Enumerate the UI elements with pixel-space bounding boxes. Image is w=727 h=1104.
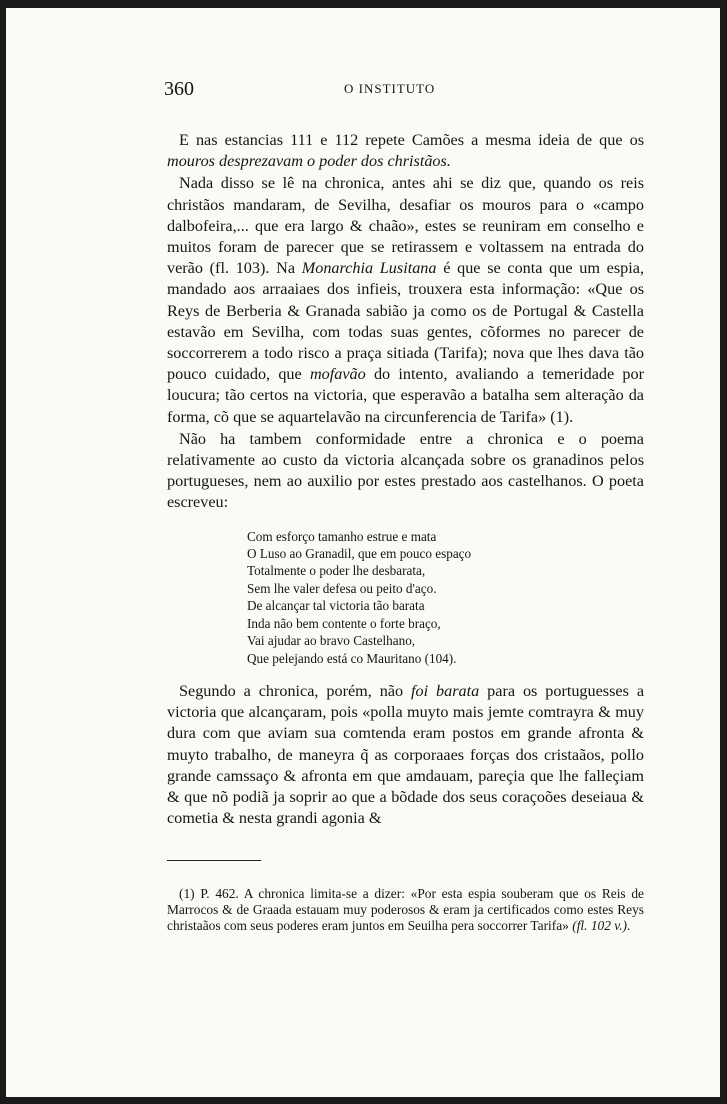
p1-text-a: E nas estancias bbox=[179, 131, 291, 149]
verse-line: Que pelejando está co Mauritano (104). bbox=[247, 650, 457, 666]
verse-quotation bbox=[247, 528, 644, 667]
p4-italic-phrase: foi barata bbox=[411, 681, 480, 700]
verse-line: Vai ajudar ao bravo Castelhano, bbox=[247, 633, 416, 649]
paragraph-1 bbox=[167, 130, 644, 172]
verse-line: Inda não bem contente o forte braço, bbox=[247, 615, 441, 631]
page-number: 360 bbox=[164, 78, 194, 100]
p1-stanza-112: 112 bbox=[334, 131, 359, 149]
p4-text-a: Segundo a chronica, porém, não bbox=[179, 681, 412, 700]
verse-line: Com esforço tamanho estrue e mata bbox=[247, 528, 437, 544]
p1-text-e: repete Camões a mesma ideia de que os bbox=[358, 131, 644, 149]
p4-text-c: para os portuguesses a victoria que alcançaram, pois «polla muyto mais jemte comtrayra & muy dura com que aviam sua comtenda eram postos em grande afronta & muyto trabalho, de maneyra q̃ as corporaaes forças dos cristaãos, pollo grande camssaço & afronta em que amdauam, pareçia que lhe falleçiam & que nõ podiã ja soprir ao que a bõdade dos seus coraçoões deseiaua & cometia & nesta grandi agonia & bbox=[167, 681, 645, 828]
paragraph-4 bbox=[167, 681, 644, 829]
p1-italic-quote: mouros desprezavam o poder dos christãos. bbox=[167, 152, 451, 171]
footnote bbox=[167, 886, 644, 935]
paragraph-3: Não ha tambem conformidade entre a chronica e o poema relativamente ao custo da victoria alcançada sobre os granadinos pelos portugueses, nem ao auxilio por estes prestado aos castelhanos. O poeta escreveu: bbox=[167, 429, 644, 512]
paragraph-2 bbox=[167, 173, 644, 427]
p2-text-c: é que se conta que um espia, mandado aos arraaiaes dos infieis, trouxera esta informação: «Que os Reys de Berberia & Granada sabião ja como os de Portugal & Castella estavão em Sevilha, com todas suas gentes, cõformes no parecer de soccorrerem a todo risco a praça sitiada (Tarifa); nova que lhes dava tão pouco cuidado, que bbox=[167, 259, 644, 384]
p2-italic-word: mofavão bbox=[309, 365, 366, 384]
verse-line: De alcançar tal victoria tão barata bbox=[247, 598, 425, 614]
verse-line: O Luso ao Granadil, que em pouco espaço bbox=[247, 546, 472, 562]
running-header bbox=[164, 78, 644, 102]
running-title: O INSTITUTO bbox=[344, 81, 436, 96]
footnote-1 bbox=[167, 886, 644, 935]
p2-text-a: Nada disso se lê na chronica, antes ahi se diz que, quando os reis christãos mandaram, de Sevilha, desafiar os mouros para o «campo dalbofeira,... que era largo & chaão», estes se reuniram em conselho e muitos foram de parecer que se retirassem e voltassem na entrada do verão (fl. 103). Na bbox=[167, 174, 644, 278]
verse-line: Sem lhe valer defesa ou peito d'aço. bbox=[247, 580, 437, 596]
p2-text-e: do intento, avaliando a temeridade por loucura; tão certos na victoria, que esperavão a batalha sem alteração da forma, cõ que se aquartelavão na circunferencia de Tarifa» (1). bbox=[167, 365, 644, 426]
book-page bbox=[6, 8, 720, 1097]
footnote-end: . bbox=[627, 918, 631, 934]
p1-stanza-111: 111 bbox=[290, 131, 314, 149]
p2-book-title: Monarchia Lusitana bbox=[301, 259, 437, 278]
verse-line: Totalmente o poder lhe desbarata, bbox=[247, 563, 426, 579]
body-text bbox=[167, 130, 644, 829]
footnote-text: (1) P. 462. A chronica limita-se a dizer: «Por esta espia souberam que os Reis de Marrocos & de Graada estauam muy poderosos & eram ja certificados como estes Reys christaãos com seus poderes eram juntos em Seuilha pera soccorrer Tarifa» bbox=[167, 886, 644, 934]
p1-text-c: e bbox=[313, 131, 335, 149]
footnote-rule bbox=[167, 860, 261, 861]
footnote-folio-ref: (fl. 102 v.) bbox=[572, 918, 628, 934]
